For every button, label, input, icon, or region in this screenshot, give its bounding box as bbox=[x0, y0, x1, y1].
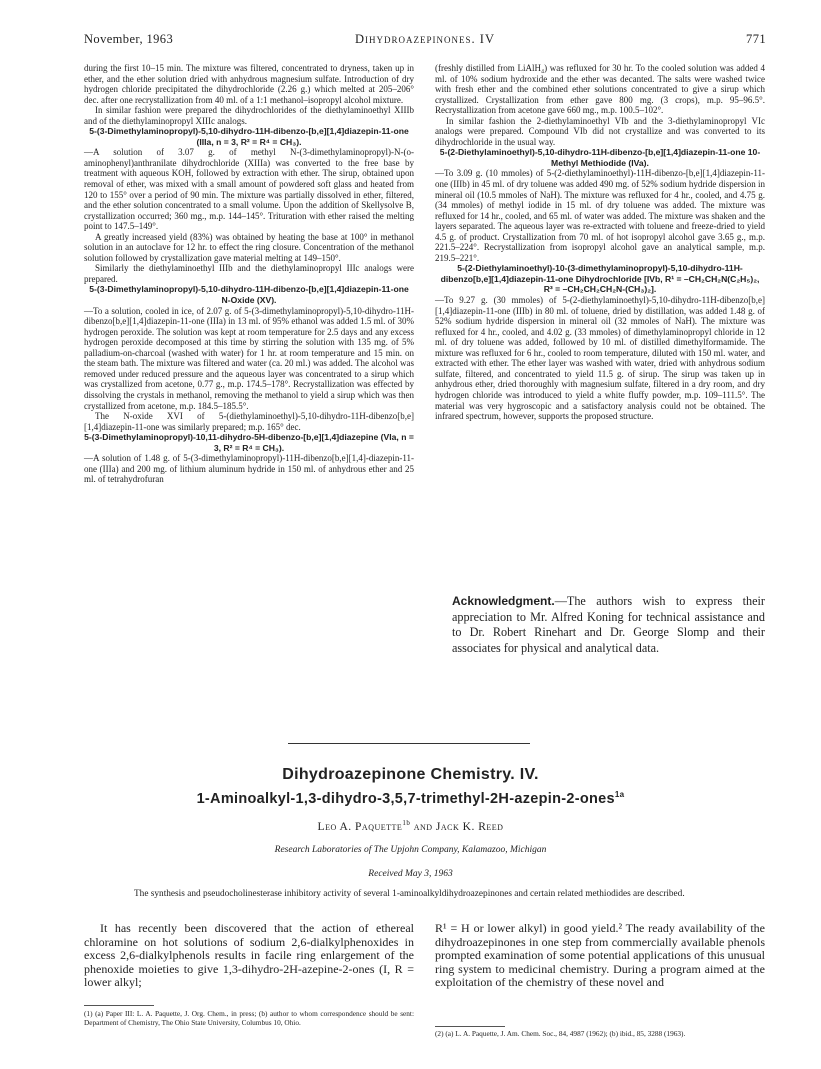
running-header bbox=[84, 32, 766, 48]
left-column bbox=[84, 63, 414, 485]
page-number: 771 bbox=[746, 32, 766, 46]
paragraph: —To a solution, cooled in ice, of 2.07 g. of 5-(3-dimethylaminopropyl)-5,10-dihydro-11H-dibenzo[b,e][1,4]diazepin-11-one (IIIa) in 13 ml. of 95% ethanol was added 1.5 ml. of 30% hydrogen peroxide. The solution was kept at room temperature for 2.5 days and any excess hydrogen peroxide decomposed at this time by stirring the solution with 135 mg. of 5% palladium-on-charcoal (washed with water) for 1 hr. at room temperature and 15 min. on the steam bath. The mixture was filtered and water (ca. 20 ml.) was added. The alcohol was removed under reduced pressure and the aqueous layer was concentrated to a sirup which was crystallized from acetone, 0.77 g., m.p. 174.5–178°. Recrystallization was effected by dissolving the crystals in methanol, removing the methanol to yield a sirup which was then crystallized from acetone, m.p. 184.5–185.5°. bbox=[84, 305, 414, 411]
abstract: The synthesis and pseudocholinesterase inhibitory activity of several 1-aminoalkyldihydroazepinones and certain related methiodides are described. bbox=[134, 889, 685, 899]
section-heading: 5-(3-Dimethylaminopropyl)-10,11-dihydro-5H-dibenzo-[b,e][1,4]diazepine (VIa, n = 3, R² = R⁴ = CH₃). bbox=[84, 432, 414, 453]
section-heading: 5-(3-Dimethylaminopropyl)-5,10-dihydro-11H-dibenzo-[b,e][1,4]diazepin-11-one (IIIa, n = 3, R² = R⁴ = CH₃). bbox=[89, 126, 409, 147]
footnote: (1) (a) Paper III: L. A. Paquette, J. Org. Chem., in press; (b) author to whom correspondence should be sent: Department of Chemistry, The Ohio State University, Columbus 10, Ohio. bbox=[84, 1009, 414, 1027]
paragraph: It has recently been discovered that the action of ethereal chloramine on hot solutions of sodium 2,6-dialkylphenoxides in excess 2,6-dialkylphenols results in facile ring enlargement of the phenoxide moieties to give 1,3-dihydro-2H-azepine-2-ones (I, R = lower alkyl; bbox=[84, 921, 414, 990]
right-column bbox=[435, 63, 765, 422]
section-heading: 5-(3-Dimethylaminopropyl)-5,10-dihydro-11H-dibenzo-[b,e][1,4]diazepin-11-one N-Oxide (XV). bbox=[89, 284, 409, 306]
section-heading: 5-(2-Diethylaminoethyl)-10-(3-dimethylaminopropyl)-5,10-dihydro-11H-dibenzo[b,e][1,4]diazepin-11-one Dihydrochloride [IVb, R¹ = –CH₂CH₂N(C₂H₅)₂, R³ = –CH₂CH₂CH₂N-(CH₃)₂]. bbox=[440, 263, 760, 295]
acknowledgment-text: —The authors wish to express their appreciation to Mr. Alfred Koning for technical assistance and to Dr. Robert Rinehart and Dr. George Slomp and their associates for physical and analytical data. bbox=[452, 594, 765, 655]
paragraph: In similar fashion were prepared the dihydrochlorides of the diethylaminoethyl XIIIb and of the diethylaminopropyl XIIIc analogs. bbox=[84, 105, 414, 126]
paragraph: during the first 10–15 min. The mixture was filtered, concentrated to dryness, taken up in ether, and the ether solution dried with anhydrous magnesium sulfate. Introduction of dry hydrogen chloride precipitated the dihydrochloride (2.26 g.) which melted at 205–206° dec. after one recrystallization from 40 ml. of a 1:1 methanol–isopropyl alcohol mixture. bbox=[84, 63, 414, 105]
paragraph: In similar fashion the 2-diethylaminoethyl VIb and the 3-diethylaminopropyl VIc analogs were prepared. Compound VIb did not crystallize and was converted to its dihydrochloride in the usual way. bbox=[435, 115, 765, 147]
article-title-text: 1-Aminoalkyl-1,3-dihydro-3,5,7-trimethyl-2H-azepin-2-ones bbox=[196, 790, 615, 807]
author-footnote-mark: 1b bbox=[402, 819, 411, 827]
paragraph: —To 9.27 g. (30 mmoles) of 5-(2-diethylaminoethyl)-5,10-dihydro-11H-dibenzo[b,e][1,4]diazepin-11-one (IIIb) in 80 ml. of toluene, dried by distillation, was added 1.48 g. of 52% sodium hydride dispersion in mineral oil (32 mmoles of NaH). The mixture was refluxed for 4 hr., cooled, and 4.02 g. (33 mmoles) of dimethylaminopropyl chloride in 12 ml. of dry toluene was added, followed by 10 ml. of distilled dimethylformamide. The mixture was refluxed for 6 hr., cooled to room temperature, diluted with 150 ml. water, and extracted with ether. The ether layer was washed with water, dried with anhydrous sodium sulfate, filtered, and concentrated to yield 11.5 g. of sirup. The sirup was taken up in anhydrous ether, dried thoroughly with magnesium sulfate, filtered in a dry room, and dry hydrogen chloride was introduced to yield a white fluffy powder, m.p. 109–111.5°. The material was very hygroscopic and a satisfactory analysis could not be obtained. The infrared spectrum, however, supports the proposed structure. bbox=[435, 295, 765, 422]
footnote-rule bbox=[84, 1005, 154, 1006]
article-series-title: Dihydroazepinone Chemistry. IV. bbox=[282, 766, 539, 783]
intro-right-column bbox=[435, 922, 765, 990]
paragraph: —A solution of 3.07 g. of methyl N-(3-dimethylaminopropyl)-N-(o-aminophenyl)anthranilate dihydrochloride (XIIIa) was converted to the free base by treatment with aqueous KOH, followed by extraction with ether. The sirup, obtained upon removal of ether, was mixed with a small amount of powdered soft glass and heated from 120 to 155° over a period of 90 min. The mixture was partially dissolved in ether, filtered, and the ether solution concentrated to a small volume. Upon the addition of Skellysolve B, crystallization occurred; 360 mg., m.p. 144–145°. Trituration with ether raised the melting point to 147.5–149°. bbox=[84, 147, 414, 232]
footnote: (2) (a) L. A. Paquette, J. Am. Chem. Soc., 84, 4987 (1962); (b) ibid., 85, 3288 (1963). bbox=[435, 1029, 686, 1038]
author-name: Jack K. Reed bbox=[435, 820, 504, 833]
paragraph: —A solution of 1.48 g. of 5-(3-dimethylaminopropyl)-11H-dibenzo[b,e][1,4]-diazepin-11-one (IIIa) and 200 mg. of lithium aluminum hydride in 150 ml. of anhydrous ether and 25 ml. of tetrahydrofuran bbox=[84, 453, 414, 485]
acknowledgment-label: Acknowledgment. bbox=[452, 594, 555, 608]
paragraph: The N-oxide XVI of 5-(diethylaminoethyl)-5,10-dihydro-11H-dibenzo[b,e][1,4]diazepin-11-one was similarly prepared; m.p. 165° dec. bbox=[84, 411, 414, 432]
paragraph: (freshly distilled from LiAlH₄) was refluxed for 30 hr. To the cooled solution was added 4 ml. of 10% sodium hydroxide and the ether was decanted. The salts were washed twice with fresh ether and the combined ether solutions concentrated to give a sirup which crystallized. Crystallization from ether gave 800 mg. (3 crops), m.p. 95–96.5°. Recrystallization from acetone gave 660 mg., m.p. 100.5–102°. bbox=[435, 63, 765, 116]
paragraph: R¹ = H or lower alkyl) in good yield.² The ready availability of the dihydroazepinones in one step from commercially available phenols prompted examination of some potential applications of this unusual ring system to medicinal chemistry. During a program aimed at the exploitation of the chemistry of these novel and bbox=[435, 921, 765, 990]
intro-left-column bbox=[84, 922, 414, 990]
title-footnote-mark: 1a bbox=[614, 790, 625, 799]
author-conjunction: and bbox=[413, 820, 433, 833]
article-title bbox=[0, 790, 821, 807]
header-title: Dihydroazepinones. IV bbox=[355, 32, 495, 46]
author-line bbox=[0, 819, 821, 833]
footnote-rule bbox=[435, 1026, 505, 1027]
paragraph: Similarly the diethylaminoethyl IIIb and the diethylaminopropyl IIIc analogs were prepared. bbox=[84, 263, 414, 284]
paragraph: —To 3.09 g. (10 mmoles) of 5-(2-diethylaminoethyl)-11H-dibenzo-[b,e][1,4]diazepin-11-one (IIIb) in 45 ml. of dry toluene was added 490 mg. of 52% sodium hydride dispersion in mineral oil (10.5 mmoles of NaH). The mixture was refluxed for 4 hr., cooled, and 4.75 g. (34 mmoles) of methyl iodide in 15 ml. of dry toluene was added. The mixture was refluxed for 14 hr., cooled, and 65 ml. of water was added. The mixture was shaken and the layers separated. The aqueous layer was re-extracted with toluene and freeze-dried to yield 4.5 g. of product. Crystallization from 70 ml. of hot isopropyl alcohol gave 3.65 g., m.p. 221.5–224°. Recrystallization from isopropyl alcohol gave an analytical sample, m.p. 219.5–221°. bbox=[435, 168, 765, 263]
paragraph: A greatly increased yield (83%) was obtained by heating the base at 100° in methanol solution in an autoclave for 12 hr. to effect the ring closure. Concentration of the methanol solution followed by crystallization gave material melting at 149–150°. bbox=[84, 231, 414, 263]
received-date: Received May 3, 1963 bbox=[368, 869, 453, 879]
author-name: Leo A. Paquette bbox=[317, 820, 403, 833]
acknowledgment bbox=[452, 594, 765, 656]
article-divider bbox=[288, 743, 530, 744]
section-heading: 5-(2-Diethylaminoethyl)-5,10-dihydro-11H-dibenzo-[b,e][1,4]diazepin-11-one 10-Methyl Methiodide (IVa). bbox=[439, 147, 761, 168]
header-date: November, 1963 bbox=[84, 32, 174, 46]
affiliation: Research Laboratories of The Upjohn Company, Kalamazoo, Michigan bbox=[274, 845, 547, 855]
